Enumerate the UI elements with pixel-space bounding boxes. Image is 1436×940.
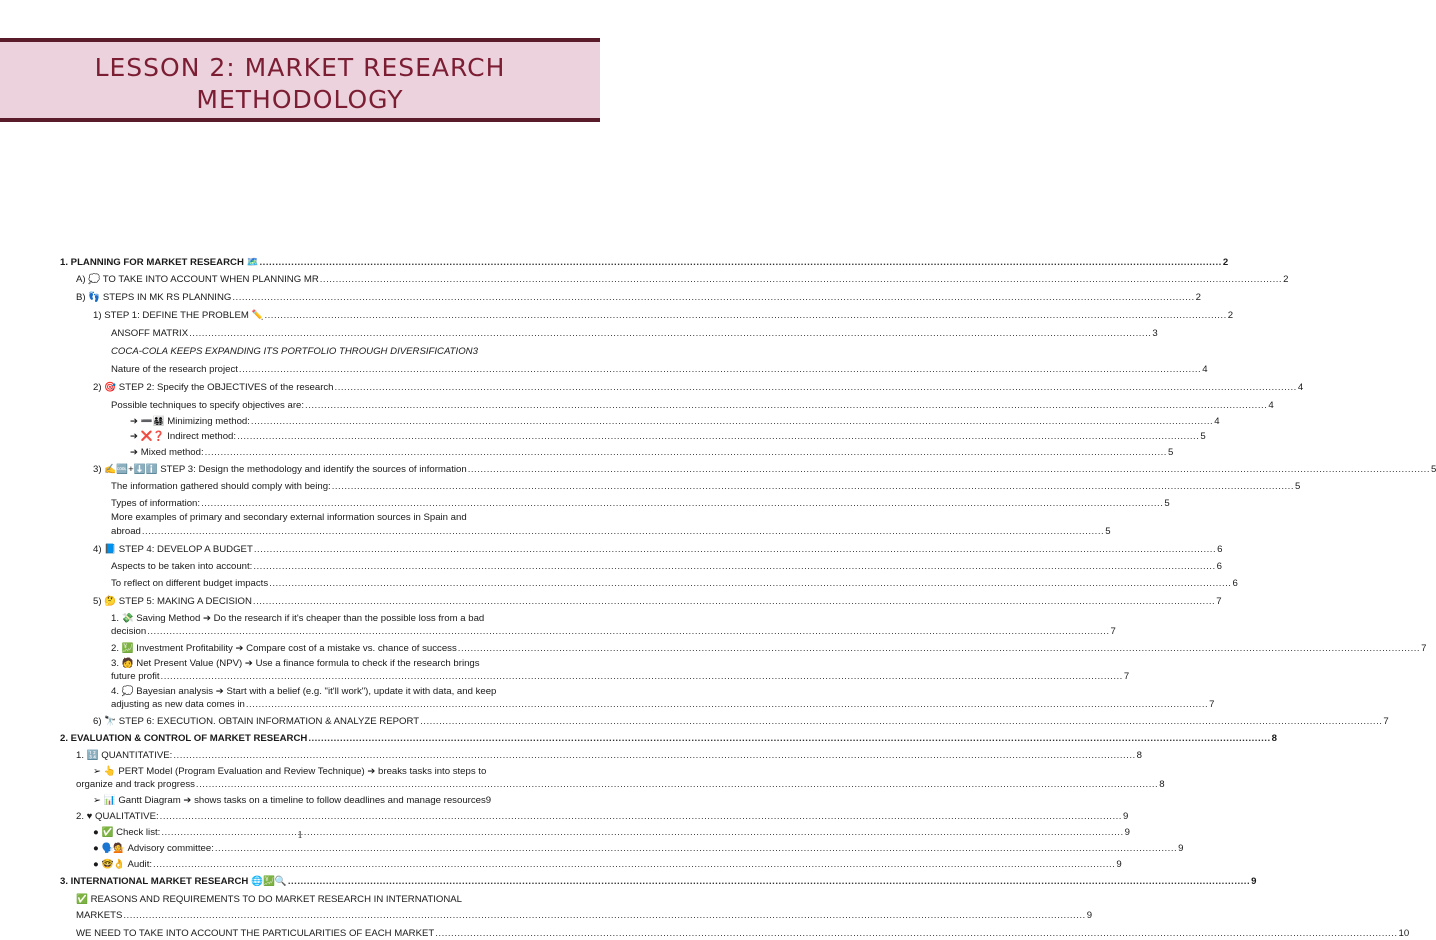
toc-entry-investment[interactable]: 2. 💹 Investment Profitability ➔ Compare cost of a mistake vs. chance of success ..... 7 <box>111 643 556 655</box>
toc-entry-bayesian[interactable]: adjusting as new data comes in ..... 7 <box>111 699 556 711</box>
toc-entry-nature[interactable]: Nature of the research project ..... 4 <box>111 364 556 376</box>
title-banner <box>0 38 600 122</box>
toc-entry-npv-line1[interactable]: 3. 🧑 Net Present Value (NPV) ➔ Use a finance formula to check if the research brings <box>111 658 480 669</box>
toc-entry-indirect[interactable]: ➔ ❌❓ Indirect method: ..... 5 <box>130 431 556 443</box>
page-number: 1 <box>297 830 303 841</box>
toc-entry-step5[interactable]: 5) 🤔 STEP 5: MAKING A DECISION ..... 7 <box>93 596 556 608</box>
toc-entry-budget-impacts[interactable]: To reflect on different budget impacts ..... 6 <box>111 578 556 590</box>
toc-entry-types[interactable]: Types of information: ..... 5 <box>111 498 556 510</box>
toc-entry-quantitative[interactable]: 1. 🔢 QUANTITATIVE: ..... 8 <box>76 750 556 762</box>
toc-entry-pert-line1[interactable]: ➢ 👆 PERT Model (Program Evaluation and Review Technique) ➔ breaks tasks into steps to <box>93 766 487 777</box>
toc-entry-1b[interactable]: B) 👣 STEPS IN MK RS PLANNING ..... 2 <box>76 292 556 304</box>
toc-entry-particularities[interactable]: WE NEED TO TAKE INTO ACCOUNT THE PARTICULARITIES OF EACH MARKET ..... 10 <box>76 928 556 940</box>
toc-entry-mixed[interactable]: ➔ Mixed method: ..... 5 <box>130 447 556 459</box>
toc-entry-reasons-line1[interactable]: ✅ REASONS AND REQUIREMENTS TO DO MARKET RESEARCH IN INTERNATIONAL <box>76 894 462 905</box>
toc-entry-cocacola[interactable]: COCA-COLA KEEPS EXPANDING ITS PORTFOLIO THROUGH DIVERSIFICATION 3 <box>111 346 478 357</box>
toc-entry-reasons[interactable]: MARKETS ..... 9 <box>76 910 556 922</box>
toc-entry-checklist[interactable]: ● ✅ Check list: ..... 9 <box>93 827 556 839</box>
toc-entry-minimizing[interactable]: ➔ ➖👨‍👩‍👧‍👦 Minimizing method: ..... 4 <box>130 416 556 428</box>
toc-entry-techniques[interactable]: Possible techniques to specify objectives are: ..... 4 <box>111 400 556 412</box>
toc-entry-saving[interactable]: decision ..... 7 <box>111 626 556 638</box>
toc-entry-bayesian-line1[interactable]: 4. 💭 Bayesian analysis ➔ Start with a belief (e.g. "it'll work"), update it with data, and keep <box>111 686 497 697</box>
toc-entry-step6[interactable]: 6) 🔭 STEP 6: EXECUTION. OBTAIN INFORMATION & ANALYZE REPORT ..... 7 <box>93 716 556 728</box>
toc-entry-ansoff[interactable]: ANSOFF MATRIX ..... 3 <box>111 328 556 340</box>
toc-entry-gantt[interactable]: ➢ 📊 Gantt Diagram ➔ shows tasks on a timeline to follow deadlines and manage resources 9 <box>93 795 492 806</box>
toc-entry-1[interactable]: 1. PLANNING FOR MARKET RESEARCH 🗺️ ..... 2 <box>60 257 556 269</box>
toc-entry-step1[interactable]: 1) STEP 1: DEFINE THE PROBLEM ✏️ ..... 2 <box>93 310 556 322</box>
toc-entry-2[interactable]: 2. EVALUATION & CONTROL OF MARKET RESEARCH ..... 8 <box>60 733 556 745</box>
toc-entry-3[interactable]: 3. INTERNATIONAL MARKET RESEARCH 🌐💹🔍 ..... 9 <box>60 876 556 888</box>
toc-entry-audit[interactable]: ● 🤓👌 Audit: ..... 9 <box>93 859 556 871</box>
toc-entry-qualitative[interactable]: 2. ♥ QUALITATIVE: ..... 9 <box>76 811 556 823</box>
toc-entry-1a[interactable]: A) 💭 TO TAKE INTO ACCOUNT WHEN PLANNING MR ..... 2 <box>76 274 556 286</box>
toc-entry-step4[interactable]: 4) 📘 STEP 4: DEVELOP A BUDGET ..... 6 <box>93 544 556 556</box>
title-line-1: LESSON 2: MARKET RESEARCH <box>94 53 506 82</box>
title-line-2: METHODOLOGY <box>196 85 404 114</box>
toc-entry-step3[interactable]: 3) ✍️🆒+⬇️ℹ️ STEP 3: Design the methodology and identify the sources of information ..... 5 <box>93 464 556 476</box>
toc-entry-pert[interactable]: organize and track progress ..... 8 <box>76 779 556 791</box>
toc-entry-examples[interactable]: abroad ..... 5 <box>111 526 556 538</box>
toc-entry-npv[interactable]: future profit ..... 7 <box>111 671 556 683</box>
toc-entry-step2[interactable]: 2) 🎯 STEP 2: Specify the OBJECTIVES of the research ..... 4 <box>93 382 556 394</box>
toc-entry-aspects[interactable]: Aspects to be taken into account: ..... 6 <box>111 561 556 573</box>
toc-entry-comply[interactable]: The information gathered should comply with being: ..... 5 <box>111 481 556 493</box>
toc-entry-saving-line1[interactable]: 1. 💸 Saving Method ➔ Do the research if it's cheaper than the possible loss from a bad <box>111 613 485 624</box>
toc-entry-advisory[interactable]: ● 🗣️💁 Advisory committee: ..... 9 <box>93 843 556 855</box>
toc-entry-examples-line1[interactable]: More examples of primary and secondary external information sources in Spain and <box>111 512 467 523</box>
